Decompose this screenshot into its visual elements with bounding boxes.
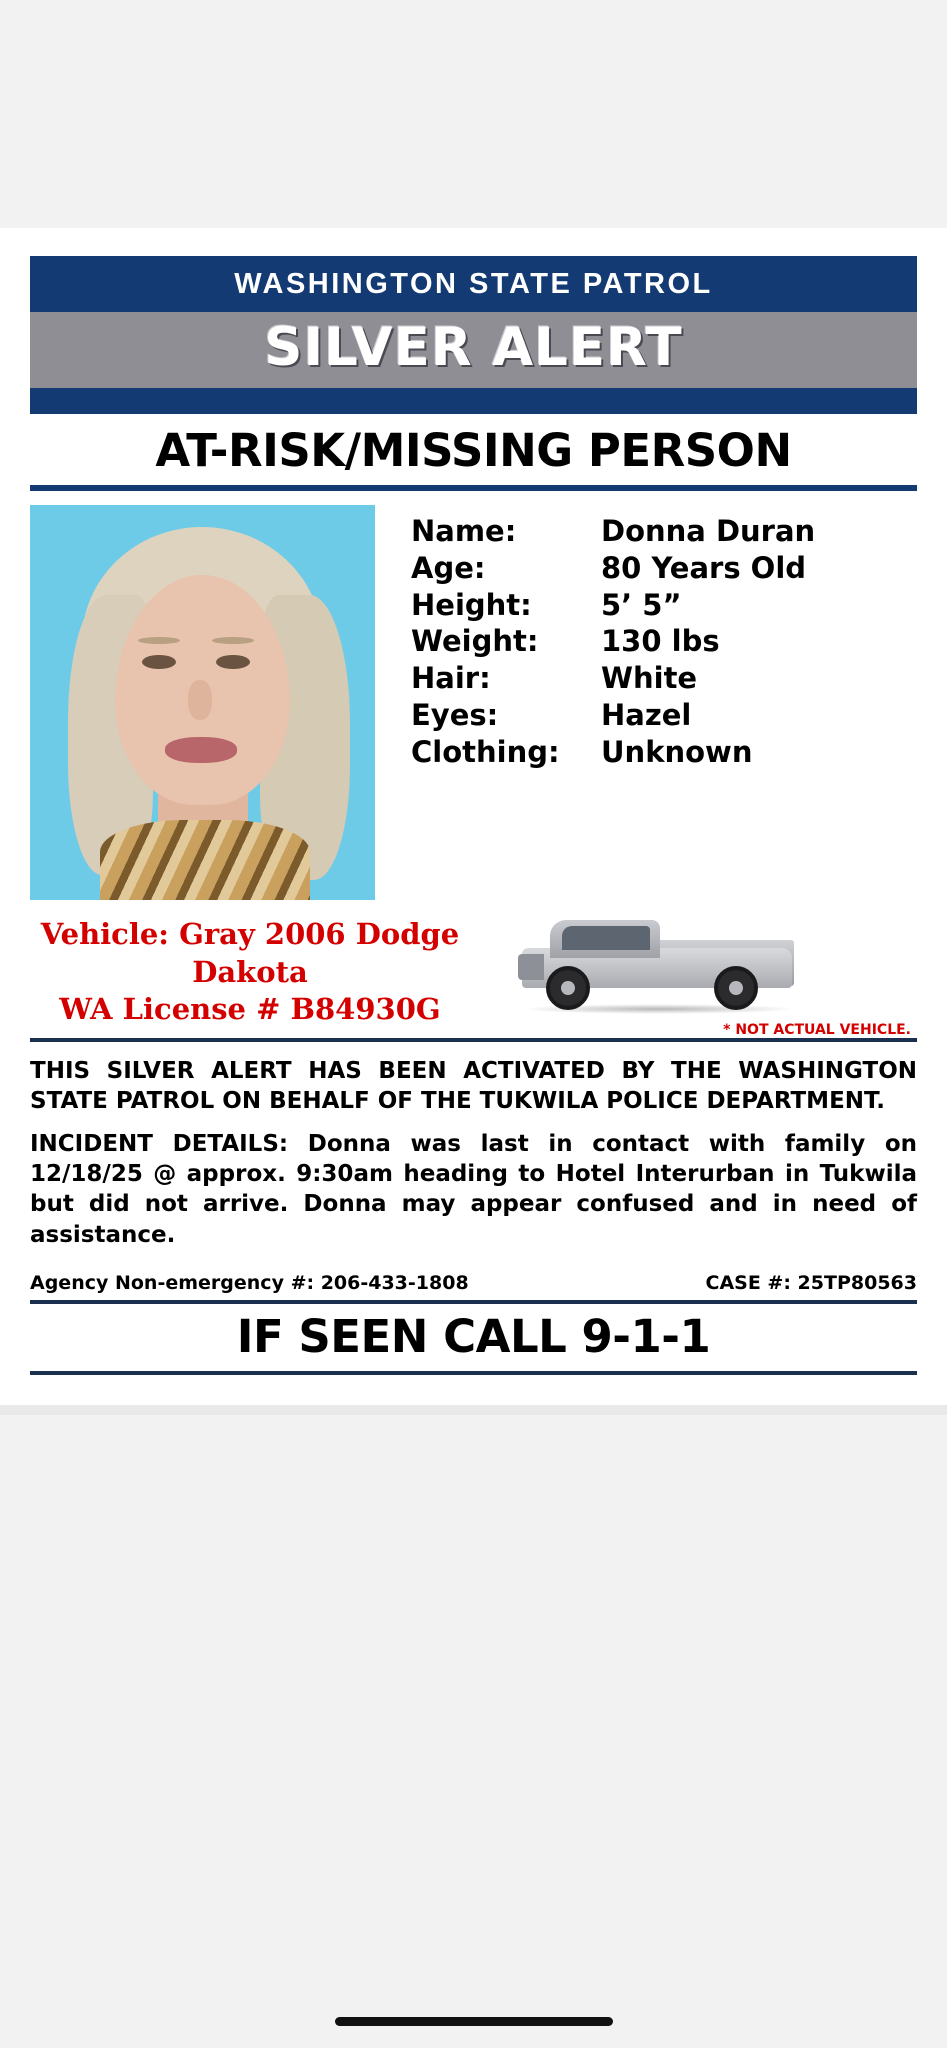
detail-value: Hazel [601,698,692,733]
detail-label: Age: [411,550,486,585]
vehicle-description: Vehicle: Gray 2006 Dodge Dakota [40,917,460,989]
call-911-line: IF SEEN CALL 9-1-1 [236,1310,711,1364]
detail-row [411,734,917,771]
poster-headline: AT-RISK/MISSING PERSON [155,424,792,477]
detail-label: Name: [411,514,517,548]
detail-value: 5’ 5” [601,587,682,622]
body-divider-top [30,1038,917,1042]
detail-label: Clothing: [411,734,560,769]
case-number: CASE #: 25TP80563 [705,1272,917,1295]
vehicle-text-block [30,910,470,1029]
document-area [0,228,947,1405]
vehicle-disclaimer: * NOT ACTUAL VEHICLE. [723,1022,911,1038]
page-divider-strip [0,1405,947,1415]
alert-type-banner [30,312,917,388]
home-indicator[interactable] [335,2017,613,2026]
contact-row [30,1272,917,1294]
detail-value: Unknown [601,734,753,769]
bottom-blank-area [0,1415,947,2048]
banner-bottom-bar [30,388,917,414]
headline-divider [30,485,917,491]
vehicle-license: WA License # B84930G [59,992,441,1027]
pickup-truck-icon [502,910,812,1020]
detail-value: 80 Years Old [601,550,807,585]
detail-row [411,513,917,550]
detail-row [411,550,917,587]
person-details-list [375,505,917,900]
alert-type-label: SILVER ALERT [264,317,683,378]
detail-label: Hair: [411,661,491,696]
detail-row [411,697,917,734]
activation-paragraph: THIS SILVER ALERT HAS BEEN ACTIVATED BY THE WASHINGTON STATE PATROL ON BEHALF OF THE TUKWILA POLICE DEPARTMENT. [30,1058,917,1115]
detail-value: 130 lbs [601,624,720,659]
detail-value: Donna Duran [601,514,816,548]
non-emergency-number: Agency Non-emergency #: 206-433-1808 [30,1272,469,1295]
person-section [30,505,917,900]
call-divider-bottom [30,1371,917,1375]
detail-label: Eyes: [411,698,499,733]
top-blank-area [0,0,947,228]
detail-label: Height: [411,587,532,622]
vehicle-section [30,910,917,1038]
detail-row [411,623,917,660]
detail-label: Weight: [411,624,539,659]
vehicle-image-wrap [470,910,917,1038]
incident-paragraph: INCIDENT DETAILS: Donna was last in contact with family on 12/18/25 @ approx. 9:30am heading to Hotel Interurban in Tukwila but did not arrive. Donna may appear confused and in need of assistance. [30,1130,917,1248]
silver-alert-poster [0,228,947,1405]
missing-person-photo [30,505,375,900]
detail-row [411,587,917,624]
detail-value: White [601,661,698,696]
agency-banner: WASHINGTON STATE PATROL [30,256,917,312]
detail-row [411,660,917,697]
